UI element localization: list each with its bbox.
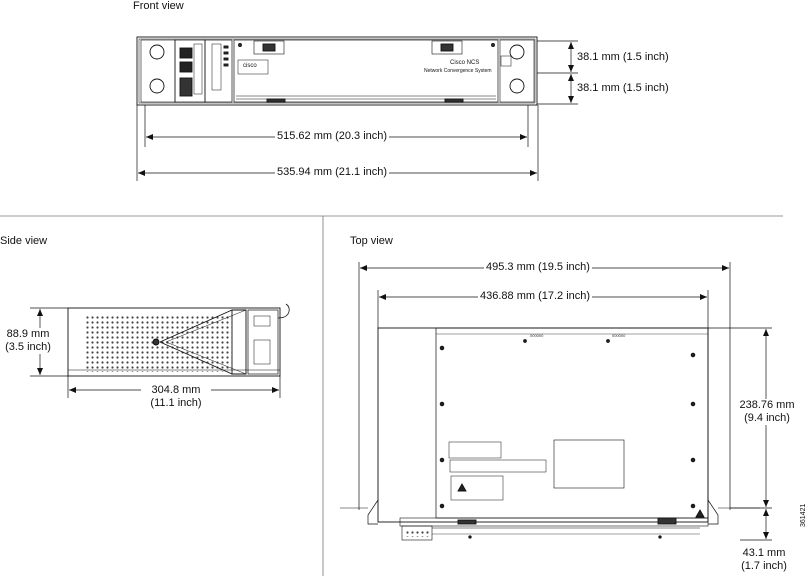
top-view-title: Top view (350, 235, 393, 247)
side-depth-label (141, 384, 211, 410)
front-panel-subtitle: Network Convergence System (424, 68, 492, 74)
front-panel-brand: Cisco NCS (450, 60, 480, 66)
top-extension-label (734, 547, 794, 573)
top-depth-inch: (9.4 inch) (744, 412, 790, 424)
top-extension-mm: 43.1 mm (742, 547, 786, 559)
side-view-title: Side view (0, 235, 48, 247)
side-height-inch: (3.5 inch) (5, 341, 51, 353)
side-view-chassis (68, 304, 289, 376)
front-height-dimension (537, 41, 578, 104)
side-height-label (2, 328, 54, 354)
side-depth-mm: 304.8 mm (151, 384, 201, 396)
front-view-title: Front view (133, 0, 184, 12)
front-outer-width-label: 535.94 mm (21.1 inch) (277, 166, 388, 178)
figure-number: 361421 (800, 503, 807, 527)
top-depth-label (733, 399, 801, 425)
svg-text:000000: 000000 (612, 333, 626, 338)
top-view-chassis (340, 328, 760, 540)
top-depth-dimensions (708, 328, 772, 540)
side-height-mm: 88.9 mm (6, 328, 50, 340)
front-panel-logo: cisco (243, 63, 257, 69)
front-rack-height-lower-label: 38.1 mm (1.5 inch) (577, 82, 669, 94)
front-inner-width-label: 515.62 mm (20.3 inch) (277, 130, 388, 142)
top-depth-mm: 238.76 mm (739, 399, 795, 411)
top-extension-inch: (1.7 inch) (741, 560, 787, 572)
top-outer-width-label: 495.3 mm (19.5 inch) (486, 261, 590, 273)
front-rack-height-upper-label: 38.1 mm (1.5 inch) (577, 51, 669, 63)
top-inner-width-label: 436.88 mm (17.2 inch) (480, 290, 591, 302)
side-depth-inch: (11.1 inch) (150, 397, 202, 409)
svg-text:000000: 000000 (530, 333, 544, 338)
